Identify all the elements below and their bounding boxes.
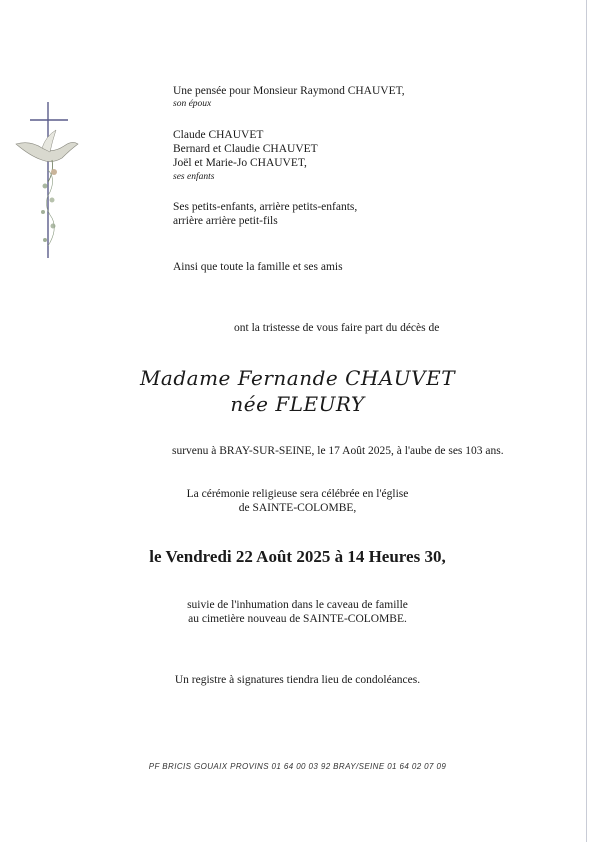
deceased-name: Madame Fernande CHAUVET xyxy=(139,366,456,390)
burial-line: suivie de l'inhumation dans le caveau de famille xyxy=(187,599,408,611)
grandchildren-line: Ses petits-enfants, arrière petits-enfants, xyxy=(173,201,358,213)
intro-note: son époux xyxy=(173,99,212,109)
child-name: Claude CHAUVET xyxy=(173,129,264,141)
burial-line: au cimetière nouveau de SAINTE-COLOMBE. xyxy=(188,613,407,625)
deceased-maiden-name: née FLEURY xyxy=(230,392,365,416)
page-border xyxy=(586,0,587,842)
child-name: Bernard et Claudie CHAUVET xyxy=(173,143,318,155)
ceremony-line: La cérémonie religieuse sera célébrée en l'église xyxy=(186,488,409,500)
ceremony-date: le Vendredi 22 Août 2025 à 14 Heures 30, xyxy=(149,547,446,566)
death-line: survenu à BRAY-SUR-SEINE, le 17 Août 2025, à l'aube de ses 103 ans. xyxy=(172,445,504,457)
ceremony-line: de SAINTE-COLOMBE, xyxy=(238,502,357,514)
funeral-home-footer: PF BRICIS GOUAIX PROVINS 01 64 00 03 92 BRAY/SEINE 01 64 02 07 09 xyxy=(148,762,447,771)
children-note: ses enfants xyxy=(173,172,215,182)
cross-dove-icon xyxy=(12,100,82,270)
announce-line: ont la tristesse de vous faire part du décès de xyxy=(234,322,440,334)
register-line: Un registre à signatures tiendra lieu de condoléances. xyxy=(174,674,421,686)
grandchildren-line: arrière arrière petit-fils xyxy=(173,215,278,227)
intro-line: Une pensée pour Monsieur Raymond CHAUVET, xyxy=(173,85,405,97)
family-line: Ainsi que toute la famille et ses amis xyxy=(173,261,343,273)
child-name: Joël et Marie-Jo CHAUVET, xyxy=(173,157,307,169)
